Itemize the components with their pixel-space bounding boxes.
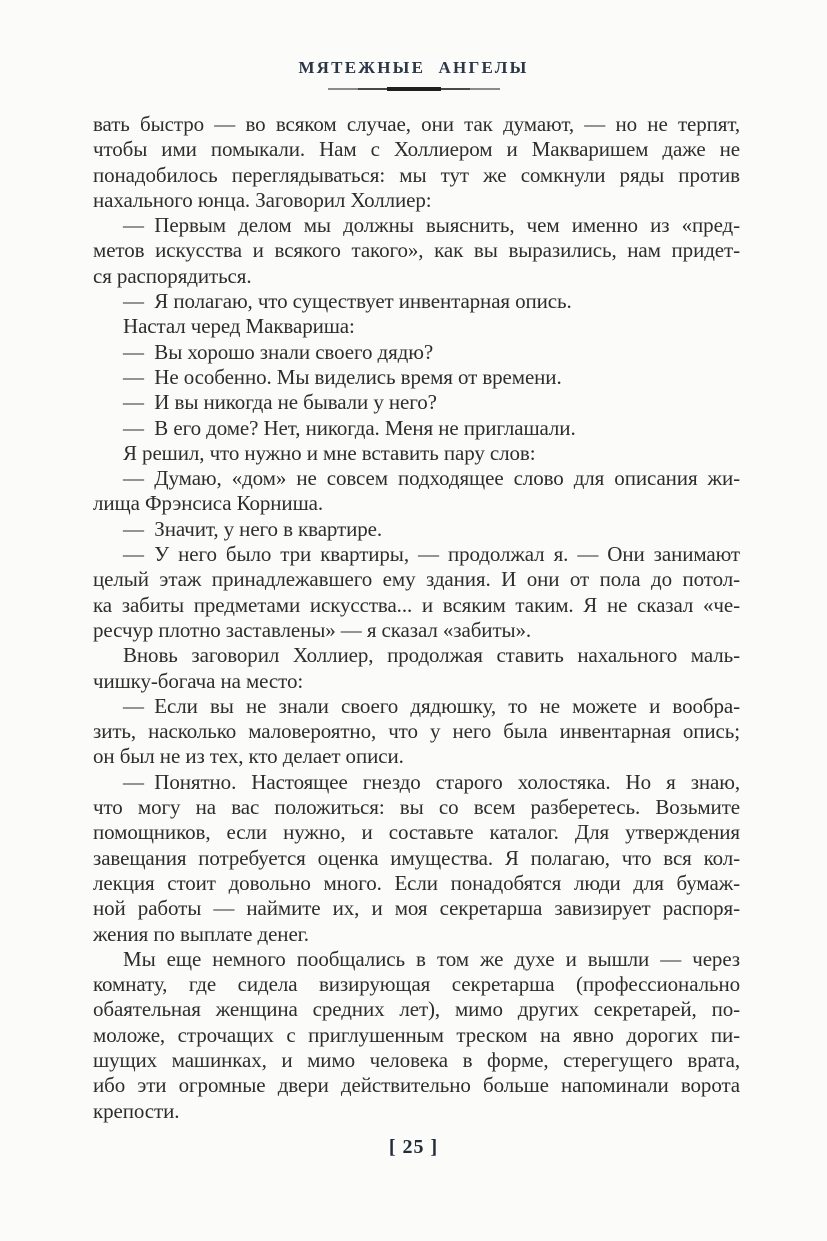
text-line: лекция стоит довольно много. Если понадобятся люди для бумаж- [93,870,740,895]
text-line: моложе, строчащих с приглушенным треском на явно дорогих пи- [93,1022,740,1047]
text-line: обаятельная женщина средних лет), мимо других секретарей, по- [93,997,740,1022]
text-line: завещания потребуется оценка имущества. Я полагаю, что вся кол- [93,845,740,870]
text-line: вать быстро — во всяком случае, они так думают, — но не терпят, [93,112,740,136]
text-line: ной работы — наймите их, и моя секретарша завизирует распоря- [93,896,740,921]
text-line: ка забиты предметами искусства... и всяким таким. Я не сказал «че- [93,592,740,617]
text-line: — В его доме? Нет, никогда. Меня не приглашали. [123,415,576,440]
running-header: МЯТЕЖНЫЕ АНГЕЛЫ [298,58,529,77]
text-line: ресчур плотно заставлены» — я сказал «забиты». [93,617,532,642]
header-divider-ornament [328,86,500,92]
text-line: нахального юнца. Заговорил Холлиер: [93,187,432,212]
text-line: чишку-богача на место: [93,668,304,693]
text-line: — Вы хорошо знали своего дядю? [123,339,434,364]
text-line: зить, насколько маловероятно, что у него была инвентарная опись; [93,719,740,744]
text-line: жения по выплате денег. [93,921,309,946]
text-line: он был не из тех, кто делает описи. [93,744,404,769]
text-line: Я решил, что нужно и мне вставить пару слов: [123,440,536,465]
text-line: крепости. [93,1098,180,1123]
page-body-text [93,112,740,1124]
text-line: шущих машинках, и мимо человека в форме, стерегущего врата, [93,1047,740,1072]
text-line: комнату, где сидела визирующая секретарша (профессионально [93,972,740,997]
text-line: понадобилось переглядываться: мы тут же сомкнули ряды против [93,162,740,187]
text-line: — Я полагаю, что существует инвентарная опись. [123,289,572,314]
text-line: Мы еще немного пообщались в том же духе и вышли — через [123,946,740,971]
text-line: ибо эти огромные двери действительно больше напоминали ворота [93,1073,740,1098]
divider-core-rule [387,87,441,92]
text-line: что могу на вас положиться: вы со всем разберетесь. Возьмите [93,795,740,820]
text-line: метов искусства и всякого такого», как вы выразились, нам придет- [93,238,740,263]
text-line: лища Фрэнсиса Корниша. [93,491,324,516]
text-line: ся распорядиться. [93,263,252,288]
text-line: — Первым делом мы должны выяснить, чем именно из «пред- [123,213,740,238]
text-line: — Думаю, «дом» не совсем подходящее слово для описания жи- [123,466,740,491]
text-line: — Понятно. Настоящее гнездо старого холостяка. Но я знаю, [123,769,740,794]
text-line: целый этаж принадлежавшего ему здания. И они от пола до потол- [93,567,740,592]
text-line: чтобы ими помыкали. Нам с Холлиером и Макваришем даже не [93,137,740,162]
page-number: [ 25 ] [388,1136,439,1158]
text-line: — Если вы не знали своего дядюшку, то не можете и вообра- [123,693,740,718]
text-line: помощников, если нужно, и составьте каталог. Для утверждения [93,820,740,845]
text-line: — У него было три квартиры, — продолжал я. — Они занимают [123,542,740,567]
text-line: Настал черед Маквариша: [123,314,355,339]
text-line: — Не особенно. Мы виделись время от времени. [123,364,562,389]
text-line: — И вы никогда не бывали у него? [123,390,437,415]
text-line: — Значит, у него в квартире. [123,516,383,541]
text-line: Вновь заговорил Холлиер, продолжая ставить нахального маль- [123,643,740,668]
